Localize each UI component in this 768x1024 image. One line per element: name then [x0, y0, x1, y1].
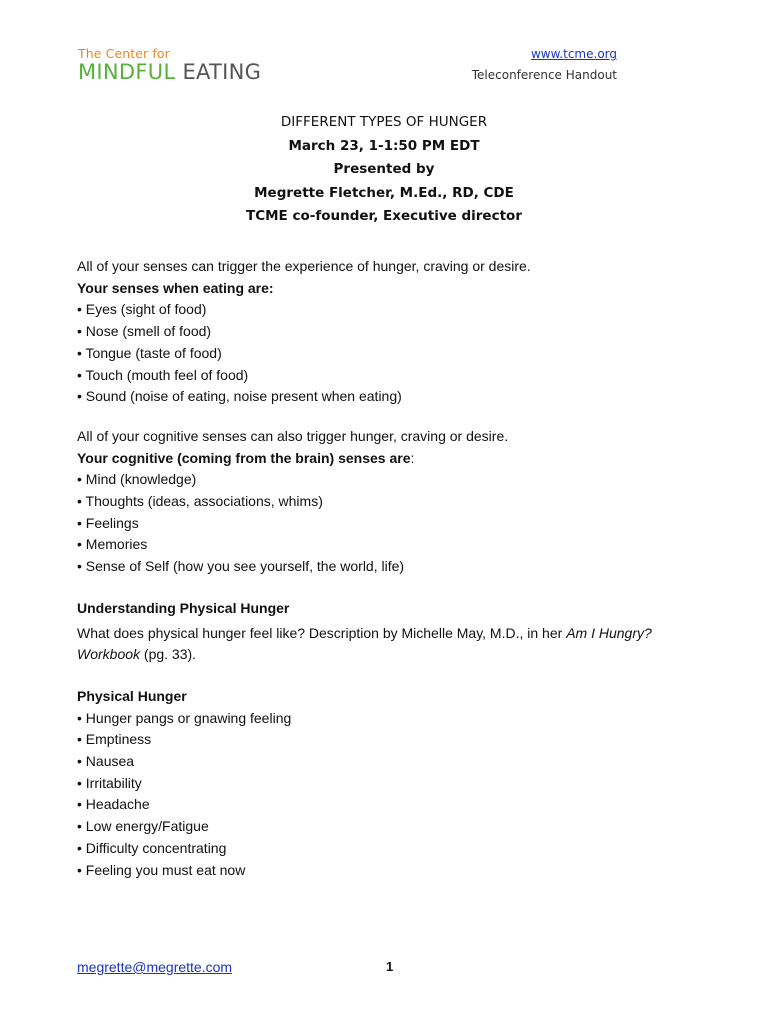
cognitive-heading-colon: :: [410, 449, 415, 466]
presented-by: Presented by: [333, 161, 435, 177]
workbook-title: Am I Hungry? Workbook: [77, 624, 652, 663]
list-item: • Headache: [77, 796, 150, 813]
cognitive-intro: All of your cognitive senses can also trigger hunger, craving or desire.: [77, 427, 509, 444]
footer-email-link[interactable]: megrette@megrette.com: [77, 959, 233, 975]
senses-intro: All of your senses can trigger the experience of hunger, craving or desire.: [77, 258, 531, 274]
list-item: • Irritability: [77, 774, 142, 791]
list-item: • Difficulty concentrating: [77, 839, 227, 856]
cognitive-heading-line: [77, 448, 677, 470]
understanding-heading: Understanding Physical Hunger: [77, 599, 290, 616]
understanding-text-end: (pg. 33).: [140, 646, 197, 663]
logo-mindful: MINDFUL: [78, 60, 176, 84]
cognitive-list: [77, 469, 677, 578]
list-item: • Touch (mouth feel of food): [77, 366, 249, 383]
cognitive-heading: Your cognitive (coming from the brain) senses are: [77, 449, 411, 466]
list-item: • Sound (noise of eating, noise present when eating): [77, 388, 402, 405]
website-link[interactable]: www.tcme.org: [530, 47, 617, 61]
page-number: 1: [386, 959, 394, 974]
list-item: • Low energy/Fatigue: [77, 818, 209, 835]
list-item: • Eyes (sight of food): [77, 301, 207, 318]
list-item: • Nausea: [77, 753, 135, 770]
presenter-name: Megrette Fletcher, M.Ed., RD, CDE: [254, 184, 514, 201]
event-date: March 23, 1-1:50 PM EDT: [288, 137, 480, 154]
senses-heading: Your senses when eating are:: [77, 279, 274, 296]
header-right: [472, 47, 617, 82]
logo-main-text: [78, 60, 261, 84]
list-item: • Emptiness: [77, 731, 152, 748]
document-body: [77, 256, 677, 881]
list-item: • Thoughts (ideas, associations, whims): [77, 493, 323, 510]
physical-heading: Physical Hunger: [77, 687, 187, 704]
list-item: • Feelings: [77, 514, 139, 531]
list-item: • Feeling you must eat now: [77, 861, 246, 878]
presenter-role: TCME co-founder, Executive director: [246, 208, 522, 224]
physical-list: [77, 708, 677, 882]
document-title-block: [0, 111, 768, 229]
document-title: DIFFERENT TYPES OF HUNGER: [280, 114, 488, 130]
list-item: • Sense of Self (how you see yourself, the world, life): [77, 558, 405, 575]
list-item: • Hunger pangs or gnawing feeling: [77, 709, 292, 726]
understanding-text: [77, 623, 677, 666]
understanding-text-main: What does physical hunger feel like? Description by Michelle May, M.D., in her: [77, 624, 567, 641]
logo-eating: EATING: [182, 60, 262, 84]
list-item: • Mind (knowledge): [77, 471, 197, 488]
logo: [78, 46, 261, 84]
logo-top-text: The Center for: [78, 46, 170, 61]
list-item: • Memories: [77, 536, 148, 553]
list-item: • Nose (smell of food): [77, 323, 212, 340]
list-item: • Tongue (taste of food): [77, 344, 222, 361]
senses-list: [77, 299, 677, 408]
handout-subtitle: Teleconference Handout: [471, 68, 617, 82]
